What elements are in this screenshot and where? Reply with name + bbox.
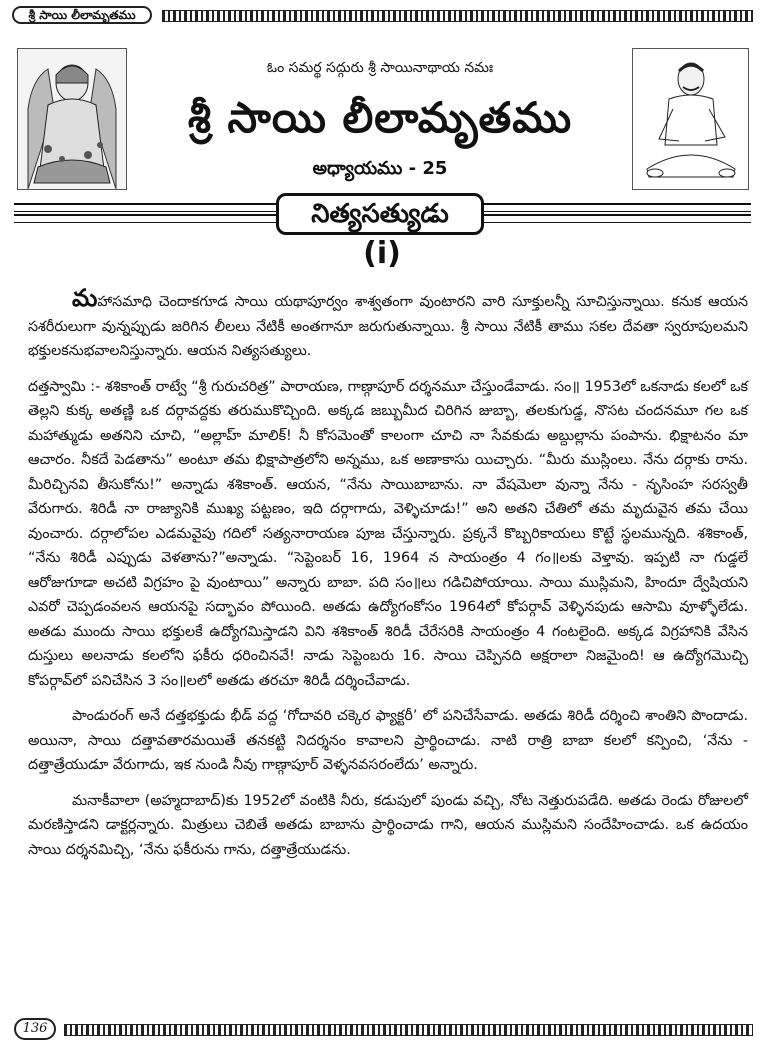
paragraph: మనాకీవాలా (అహ్మదాబాద్)కు 1952లో వంటికి నీరు, కడుపులో పుండు వచ్చి, నోట నెత్తురుపడేది. అతడు రెండు రోజులలో మరణిస్తాడని డాక్టర్లన్నారు. మిత్రులు చెబితే అతడు బాబాను ప్రార్థించాడు గాని, ఆయన ముస్లిమని సందేహించాడు. ఒక ఉదయం సాయి దర్శనమిచ్చి, ‘నేను ఫకీరును గాను, దత్తాత్రేయుడను. [28,792,748,858]
paragraph [28,284,748,364]
footer-band [12,1020,753,1038]
seated-devotee-icon [633,49,748,189]
devotee-portrait-image [632,48,749,190]
invocation-line: ఓం సమర్థ సద్గురు శ్రీ సాయినాథాయ నమః [266,60,494,76]
header-band [12,6,753,24]
paragraph: పాండురంగ్ అనే దత్తభక్తుడు భీడ్ వద్ద ‘గోదావరి చక్కెర ఫ్యాక్టరీ’ లో పనిచేసేవాడు. అతడు శిరిడీ దర్శించి శాంతిని పొందాడు. అయినా, సాయి దత్తావతారమయితే తనకట్టి నిదర్శనం కావాలని ప్రార్థించాడు. నాటి రాత్రి బాబా కలలో కన్పించి, ‘నేను - దత్తాత్రేయుడూ వేరుగాదు, ఇక నుండి నీవు గాణ్గాపూర్ వెళ్ళనవసరంలేదు’ అన్నారు. [28,708,748,773]
footer-ornament [64,1024,753,1036]
subsection-numeral: (i) [363,236,401,271]
drop-initial: మ [72,284,98,312]
page-number: 136 [14,1018,56,1040]
header-ornament [162,10,753,22]
running-title: శ్రీ సాయి లీలామృతము [12,6,152,24]
chapter-heading: అధ్యాయము - 25 [312,158,448,179]
page-title: శ్రీ సాయి లీలామృతము [187,93,573,142]
saint-portrait-image [17,48,127,190]
saint-portrait-icon [18,49,126,189]
section-title: నిత్యసత్యుడు [276,193,484,235]
body-text [28,284,748,873]
paragraph-text: హాసమాధి చెందాకగూడ సాయి యథాపూర్వం శాశ్వతంగా వుంటారని వారి సూక్తులన్నీ సూచిస్తున్నాయి. కనుక ఆయన సశరీరులుగా వున్నప్పుడు జరిగిన లీలలు నేటికీ అంతగానూ జరుగుతున్నాయి. శ్రీ సాయి నేటికీ తాము సకల దేవతా స్వరూపులమని భక్తులకనుభవాలనిస్తున్నారు. ఆయన నిత్యసత్యులు. [28,294,748,359]
paragraph: దత్తస్వామి :- శశికాంత్ రాట్వే “శ్రీ గురుచరిత్ర” పారాయణ, గాణ్గాపూర్ దర్శనమూ చేస్తుండేవాడు. సం॥ 1953లో ఒకనాడు కలలో ఒక తెల్లని కుక్క అతణ్ణి ఒక దర్గావద్దకు తరుముకొచ్చింది. అక్కడ జబ్బుమీద చిరిగిన జుబ్బా, తలకుగుడ్డ, నొసట చందనమూ గల ఒక మహాత్ముడు అతనిని చూచి, “అల్లాహ్ మాలిక్! నీ కోసమెంతో కాలంగా చూచి నా సేవకుడు అబ్దుల్లాను పంపాను. భిక్షాటనం మా ఆచారం. నీకదే పెడతాను” అంటూ తమ భిక్షాపాత్రలోని అన్నము, ఒక అణాకాసు యిచ్చారు. “మీరు ముస్లింలు. నేను దర్గాకు రాను. మీరిచ్చినవి తీసుకోను!” అన్నాడు శశికాంత్. ఆయన, “నేను సాయిబాబాను. నా వేషమెలా వున్నా నేను - నృసింహ సరస్వతీ వేరుగారు. శిరిడీ నా రాజ్యానికి ముఖ్య పట్టణం, ఇది దర్గాగాదు, వెళ్ళిచూడు!” అని అతని చేతిలో తమ మృదువైన తమ చేయి వుంచారు. దర్గాలోపల ఎడమవైపు గదిలో సత్యనారాయణ పూజ చేస్తున్నారు. ప్రక్కనే కొబ్బరికాయలు కొట్టే స్థలమున్నది. శశికాంత్, “నేను శిరిడీ ఎప్పుడు వెళతాను?”అన్నాడు. “సెప్టెంబర్ 16, 1964 న సాయంత్రం 4 గం॥లకు వెళ్తావు. ఇప్పటి నా గుడ్డలే ఆరోజుగూడా అచటి విగ్రహం పై వుంటాయి” అన్నారు బాబా. పది సం॥లు గడిచిపోయాయి. సాయి ముస్లిమని, హిందూ ద్వేషియని ఎవరో చెప్పడంవలన ఆయనపై సద్భావం పోయింది. అతడు ఉద్యోగంకోసం 1964లో కోపర్గావ్ వెళ్ళినపుడు ఆసామి వూళ్ళోలేడు. అతడు ముందు సాయి భక్తులకే ఉద్యోగమిస్తాడని విని శశికాంత్ శిరిడీ చేరేసరికి సాయంత్రం 4 గంటలైంది. అక్కడ విగ్రహానికి వేసిన దుస్తులు అలనాడు కలలోని ఫకీరు ధరించినవే! నాడు సెప్టెంబరు 16. సాయి చెప్పినది అక్షరాలా నిజమైంది! ఆ ఉద్యోగమొచ్చి కోపర్గావ్‌లో పనిచేసిన 3 సం॥లలో అతడు తరచూ శిరిడీ దర్శించేవాడు. [28,378,748,689]
